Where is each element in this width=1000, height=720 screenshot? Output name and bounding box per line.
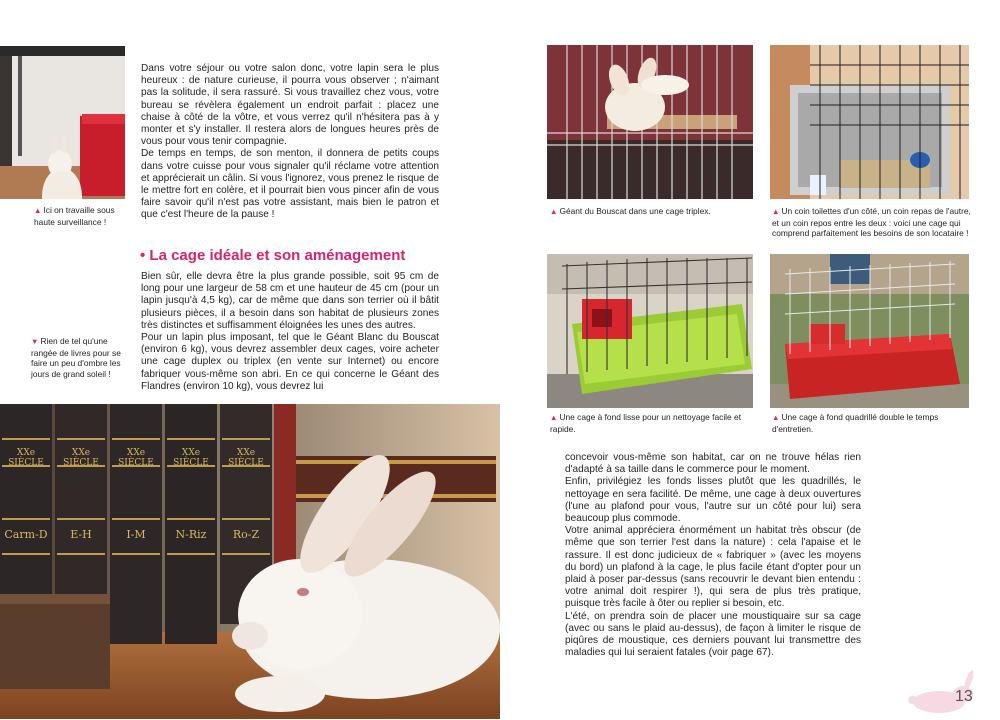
right-paragraph-4: L'été, on prendra soin de placer une moustiquaire sur sa cage (avec ou sans le plaid au-dessus), de façon à limiter le risque de piqûres de moustique, ces derniers pouvant lui transmettre des maladies qui lui seraient fatales (voir page 67).	[565, 610, 861, 659]
photo-rabbit-books	[0, 404, 500, 719]
caption-triangle-icon: ▲	[34, 206, 42, 215]
caption-corners-text: Un coin toilettes d'un côté, un coin repas de l'autre, et un coin repos entre les deux : voici une cage qui comprend parfaitement les besoins de son locataire !	[772, 206, 971, 239]
page-number: 13	[955, 688, 973, 705]
caption-desk	[34, 205, 132, 227]
caption-smooth-text: Une cage à fond lisse pour un nettoyage facile et rapide.	[550, 412, 742, 434]
caption-corners	[772, 206, 972, 239]
left-cage-text	[141, 271, 439, 393]
caption-books-text: Rien de tel qu'une rangée de livres pour se faire un peu d'ombre les jours de grand soleil !	[31, 336, 121, 379]
left-paragraph-2: De temps en temps, de son menton, il donnera de petits coups dans votre cuisse pour vous signaler qu'il réclame votre attention et apprécierait un câlin. Si vous l'ignorez, vous prenez le risque de le mettre fort en colère, et il pourrait bien vous pincer afin de vous faire savoir qu'il n'est pas votre assistant, mais bien le patron et que c'est l'heure de la pause !	[141, 148, 439, 221]
book-volume-2: E-H	[70, 528, 92, 541]
photo-corner-cage	[770, 45, 969, 199]
right-paragraph-1: concevoir vous-même son habitat, car on ne trouve hélas rien d'adapté à sa taille dans le commerce pour le moment.	[565, 452, 861, 476]
left-paragraph-1: Dans votre séjour ou votre salon donc, votre lapin sera le plus heureux : de nature curieuse, il pourra vous observer ; n'aimant pas la solitude, il sera rassuré. Si vous travaillez chez vous, votre bureau se révèlera également un endroit parfait : placez une chaise à côté de la vôtre, et vous verrez qu'il n'hésitera pas à y monter et s'y installer. Il restera alors de longues heures près de vous pour vous tenir compagnie.	[141, 63, 439, 148]
caption-triangle-icon: ▲	[772, 207, 780, 216]
caption-triangle-down-icon: ▼	[31, 337, 39, 346]
photo-smooth-cage	[547, 254, 753, 408]
left-intro-text	[141, 63, 439, 222]
caption-triangle-icon: ▲	[550, 413, 558, 422]
book-volume-5: Ro-Z	[232, 528, 260, 541]
caption-smooth	[550, 412, 750, 434]
book-volume-3: I-M	[126, 528, 146, 541]
caption-triplex-text: Géant du Bouscat dans une cage triplex.	[559, 206, 711, 216]
section-heading: • La cage idéale et son aménagement	[140, 247, 406, 264]
photo-rabbit-desk	[0, 46, 125, 199]
caption-triangle-icon: ▲	[772, 413, 780, 422]
cage-paragraph-2: Pour un lapin plus imposant, tel que le Géant Blanc du Bouscat (environ 6 kg), vous devrez assembler deux cages, voire acheter une cage duplex ou triplex (en vente sur Internet) ou encore fabriquer vous-même son abri. En ce qui concerne le Géant des Flandres (environ 10 kg), vous devrez lui	[141, 332, 439, 392]
caption-grid-text: Une cage à fond quadrillé double le temps d'entretien.	[772, 412, 939, 434]
caption-triangle-icon: ▲	[550, 207, 558, 216]
book-spine-title-2: XXe SIÈCLE	[63, 448, 99, 468]
caption-grid	[772, 412, 972, 434]
book-volume-4: N-Riz	[175, 528, 207, 541]
caption-books	[31, 336, 121, 379]
right-paragraph-2: Enfin, privilégiez les fonds lisses plutôt que les quadrillés, le nettoyage en sera facilité. De même, une cage à deux ouvertures (l'une au plafond pour vous, l'autre sur un côté pour lui) sera beaucoup plus commode.	[565, 476, 861, 525]
right-paragraph-3: Votre animal appréciera énormément un habitat très obscur (de même que son terrier l'est dans la nature) : cela l'apaise et le rassure. Il est donc judicieux de « fabriquer » (avec les moyens du bord) un plafond à la cage, le plus facile étant d'opter pour un plaid à poser par-dessus (sans recouvrir le devant bien entendu : votre animal doit respirer !), qui sera de plus très pratique, puisque très facile à ôter ou replier si besoin, etc.	[565, 525, 861, 610]
cage-paragraph-1: Bien sûr, elle devra être la plus grande possible, soit 95 cm de long pour une largeur de 58 cm et une hauteur de 45 cm (pour un lapin jusqu'à 4,5 kg), car de même que dans son terrier où il bâtit plusieurs pièces, il a besoin dans son habitat de plusieurs zones très distinctes et suffisamment éloignées les unes des autres.	[141, 271, 439, 331]
book-spine-title-5: XXe SIÈCLE	[228, 448, 264, 468]
book-spine-title-1: XXe SIÈCLE	[8, 448, 44, 468]
caption-desk-text: Ici on travaille sous haute surveillance !	[34, 205, 115, 227]
book-spine-title-3: XXe SIÈCLE	[118, 448, 154, 468]
book-volume-1: Carm-D	[4, 528, 48, 541]
photo-triplex-cage	[547, 45, 753, 199]
caption-triplex	[550, 206, 750, 218]
book-spine-title-4: XXe SIÈCLE	[173, 448, 209, 468]
right-body-text	[565, 452, 861, 659]
photo-grid-cage	[770, 254, 969, 408]
